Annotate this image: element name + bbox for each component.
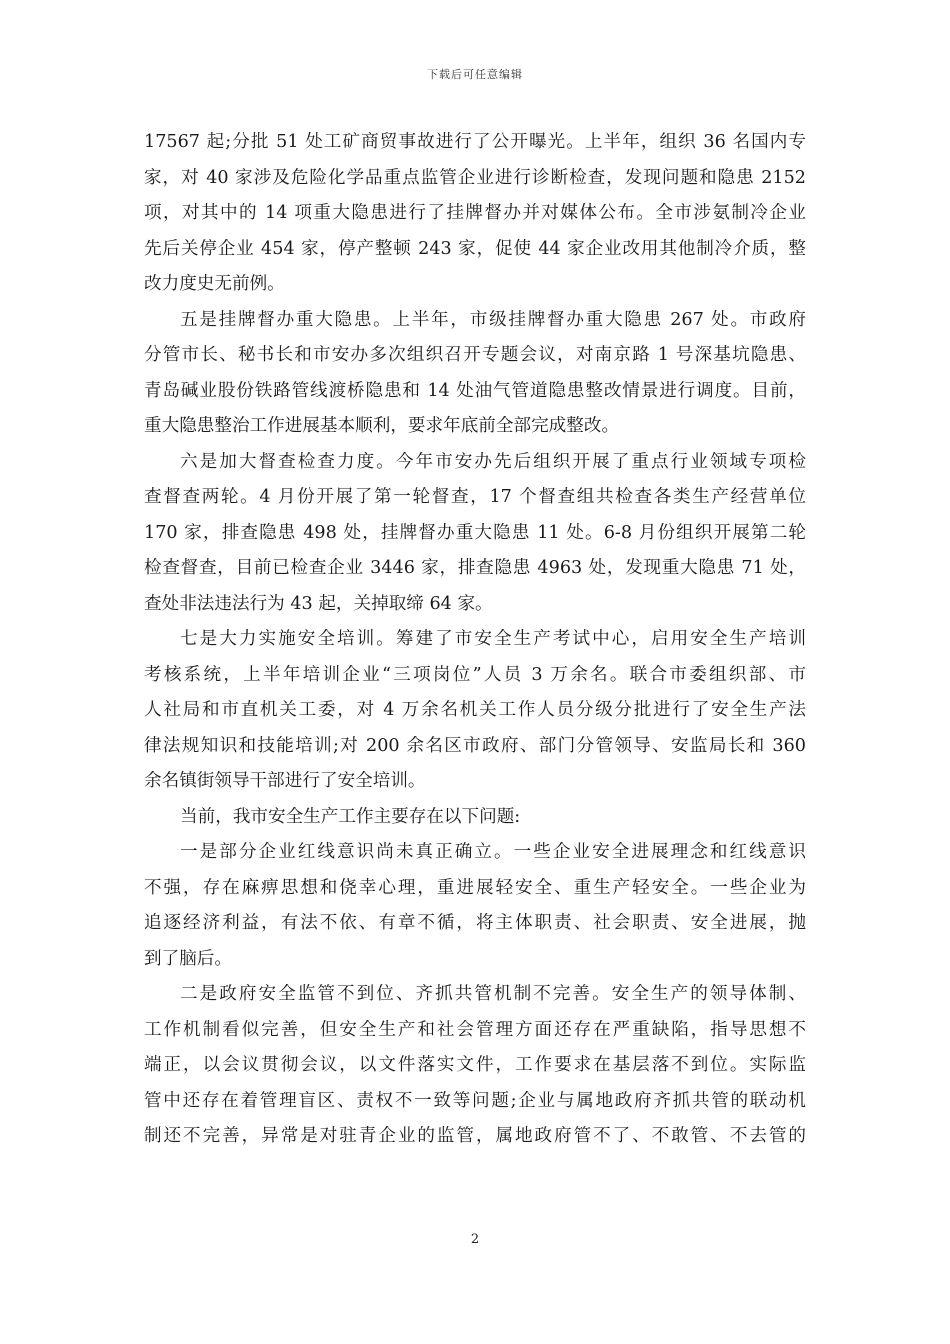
text-line: 六是加大督查检查力度。今年市安办先后组织开展了重点行业领域专项检 bbox=[180, 451, 806, 472]
text-line: 查督查两轮。4 月份开展了第一轮督查，17 个督查组共检查各类生产经营单位 bbox=[144, 487, 806, 507]
text-line: 一是部分企业红线意识尚未真正确立。一些企业安全进展理念和红线意识 bbox=[180, 842, 806, 862]
text-line: 17567 起;分批 51 处工矿商贸事故进行了公开曝光。上半年，组织 36 名国内专 bbox=[144, 132, 806, 152]
text-line: 追逐经济利益，有法不依、有章不循，将主体职责、社会职责、安全进展，抛 bbox=[144, 913, 806, 933]
page-header: 下载后可任意编辑 bbox=[427, 68, 523, 81]
text-line: 改力度史无前例。 bbox=[144, 274, 285, 294]
text-line: 检查督查，目前已检查企业 3446 家，排查隐患 4963 处，发现重大隐患 71 处， bbox=[144, 558, 806, 578]
text-line: 当前，我市安全生产工作主要存在以下问题: bbox=[180, 806, 521, 827]
paragraph-4 bbox=[144, 625, 806, 803]
text-line: 青岛碱业股份铁路管线渡桥隐患和 14 处油气管道隐患整改情景进行调度。目前， bbox=[144, 380, 806, 401]
text-line: 二是政府安全监管不到位、齐抓共管机制不完善。安全生产的领导体制、 bbox=[180, 984, 806, 1004]
text-line: 先后关停企业 454 家，停产整顿 243 家，促使 44 家企业改用其他制冷介质，整 bbox=[144, 238, 806, 259]
text-line: 律法规知识和技能培训;对 200 余名区市政府、部门分管领导、安监局长和 360 bbox=[144, 735, 806, 756]
text-line: 五是挂牌督办重大隐患。上半年，市级挂牌督办重大隐患 267 处。市政府 bbox=[180, 309, 806, 330]
text-line: 查处非法违法行为 43 起，关掉取缔 64 家。 bbox=[144, 593, 493, 614]
page-number: 2 bbox=[470, 1232, 480, 1247]
text-line: 家，对 40 家涉及危险化学品重点监管企业进行诊断检查，发现问题和隐患 2152 bbox=[144, 167, 806, 188]
paragraph-6 bbox=[144, 838, 806, 980]
text-line: 到了脑后。 bbox=[144, 948, 232, 969]
text-line: 工作机制看似完善，但安全生产和社会管理方面还存在严重缺陷，指导思想不 bbox=[144, 1019, 806, 1040]
paragraph-7 bbox=[144, 980, 806, 1158]
text-line: 重大隐患整治工作进展基本顺利，要求年底前全部完成整改。 bbox=[144, 416, 620, 436]
text-line: 分管市长、秘书长和市安办多次组织召开专题会议，对南京路 1 号深基坑隐患、 bbox=[144, 345, 806, 365]
text-line: 考核系统，上半年培训企业“三项岗位”人员 3 万余名。联合市委组织部、市 bbox=[144, 664, 806, 685]
paragraph-2 bbox=[144, 306, 806, 448]
text-line: 七是大力实施安全培训。筹建了市安全生产考试中心，启用安全生产培训 bbox=[180, 629, 806, 649]
text-line: 端正，以会议贯彻会议，以文件落实文件，工作要求在基层落不到位。实际监 bbox=[144, 1055, 806, 1075]
paragraph-3 bbox=[144, 448, 806, 626]
text-line: 不强，存在麻痹思想和侥幸心理，重进展轻安全、重生产轻安全。一些企业为 bbox=[144, 877, 806, 898]
text-line: 管中还存在着管理盲区、责权不一致等问题;企业与属地政府齐抓共管的联动机 bbox=[144, 1090, 806, 1111]
text-line: 项，对其中的 14 项重大隐患进行了挂牌督办并对媒体公布。全市涉氨制冷企业 bbox=[144, 203, 806, 223]
text-line: 制还不完善，异常是对驻青企业的监管，属地政府管不了、不敢管、不去管的 bbox=[144, 1126, 806, 1146]
text-line: 人社局和市直机关工委，对 4 万余名机关工作人员分级分批进行了安全生产法 bbox=[144, 700, 806, 720]
paragraph-5 bbox=[144, 803, 806, 839]
paragraph-1 bbox=[144, 128, 806, 306]
text-line: 余名镇街领导干部进行了安全培训。 bbox=[144, 771, 426, 791]
text-line: 170 家，排查隐患 498 处，挂牌督办重大隐患 11 处。6-8 月份组织开展第二轮 bbox=[144, 522, 806, 543]
document-body bbox=[144, 128, 806, 1158]
